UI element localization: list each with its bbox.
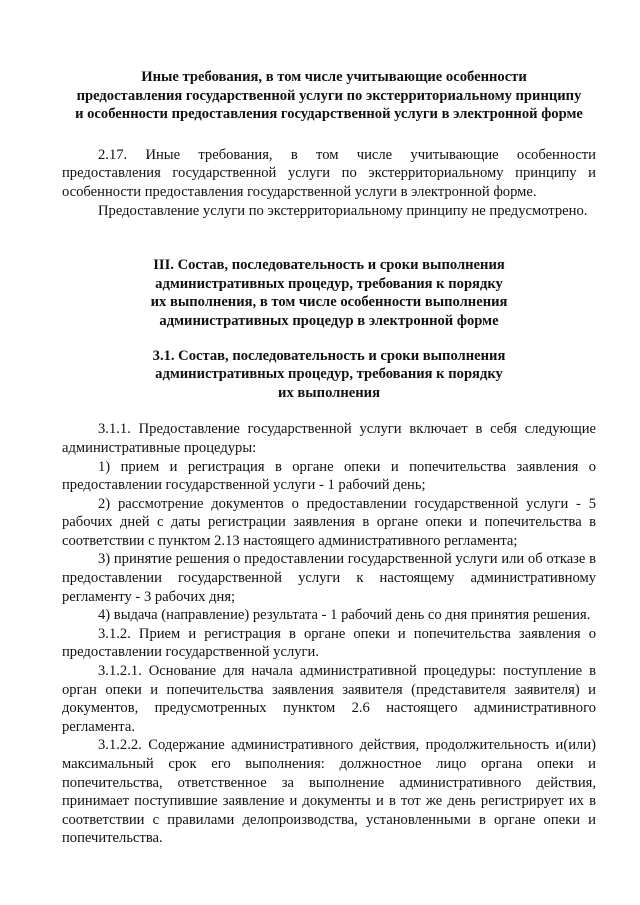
heading-line: Иные требования, в том числе учитывающие особенности [141,69,527,85]
list-item-procedure-3: 3) принятие решения о предоставлении государственной услуги или об отказе в предоставлении государственной услуги к настоящему административному регламенту - 3 рабочих дня; [62,551,596,605]
paragraph-3-1-2-2: 3.1.2.2. Содержание административного действия, продолжительность и(или) максимальный срок его выполнения: должностное лицо органа опеки и попечительства, ответственное за выполнение административного действия, принимает поступившие заявление и документы и в тот же день регистрирует их в соответствии с правилами делопроизводства, установленными в органе опеки и попечительства. [62,737,596,847]
paragraph-3-1-2-1: 3.1.2.1. Основание для начала административной процедуры: поступление в орган опеки и попечительства заявления заявителя (представителя заявителя) и документов, предусмотренных пунктом 2.6 настоящего административного регламента. [62,663,596,735]
heading-line: предоставления государственной услуги по экстерриториальному принципу [76,87,582,104]
document-page [62,68,596,848]
paragraph-3-1-1: 3.1.1. Предоставление государственной услуги включает в себя следующие административные процедуры: [62,421,596,456]
heading-line: административных процедур, требования к порядку [155,275,503,292]
list-item-procedure-4: 4) выдача (направление) результата - 1 рабочий день со дня принятия решения. [98,607,591,624]
paragraph-3-1-2: 3.1.2. Прием и регистрация в органе опеки и попечительства заявления о предоставлении государственной услуги. [62,625,596,661]
heading-line: их выполнения [278,384,380,401]
list-item-procedure-1: 1) прием и регистрация в органе опеки и попечительства заявления о предоставлении государственной услуги - 1 рабочий день; [62,458,596,494]
heading-line: их выполнения, в том числе особенности выполнения [150,294,508,311]
heading-line: административных процедур в электронной форме [159,312,499,329]
heading-line: 3.1. Состав, последовательность и сроки выполнения [152,347,506,364]
chapter-heading [62,256,596,330]
list-item-procedure-2: 2) рассмотрение документов о предоставлении государственной услуги - 5 рабочих дней с даты регистрации заявления в органе опеки и попечительства в соответствии с пунктом 2.13 настоящего административного регламента; [62,495,596,549]
paragraph-2-17-extraterritorial: Предоставление услуги по экстерриториальному принципу не предусмотрено. [98,202,588,219]
paragraph-2-17: 2.17. Иные требования, в том числе учитывающие особенности предоставления государственной услуги по экстерриториальному принципу и особенности предоставления государственной услуги в электронной форме. [62,146,596,200]
heading-line: III. Состав, последовательность и сроки выполнения [153,257,505,274]
section-heading [62,68,596,124]
subsection-heading [62,347,596,403]
heading-line: и особенности предоставления государственной услуги в электронной форме [75,106,583,123]
heading-line: административных процедур, требования к порядку [155,366,503,383]
